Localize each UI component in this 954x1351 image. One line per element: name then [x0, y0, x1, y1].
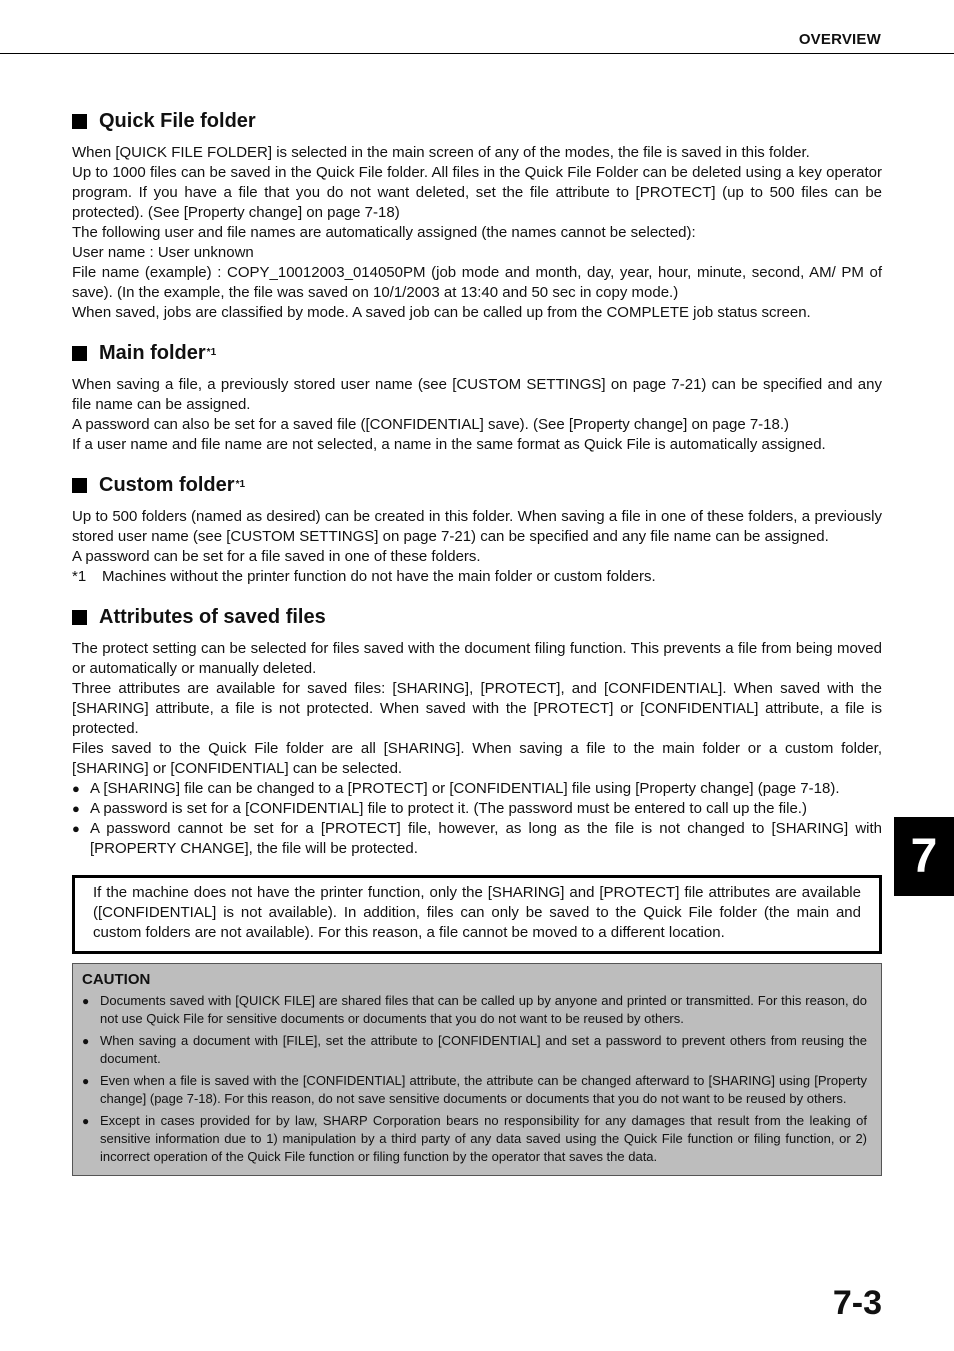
heading-square-icon: [72, 114, 87, 129]
section-title: Quick File folder: [99, 110, 256, 132]
caution-title: CAUTION: [82, 971, 151, 988]
bullet-icon: ●: [82, 1074, 90, 1088]
footnote: [72, 567, 882, 587]
section-attributes: [72, 604, 882, 859]
heading-square-icon: [72, 478, 87, 493]
bullet-icon: ●: [72, 801, 80, 816]
bullet-item: [72, 799, 882, 819]
bullet-item: [72, 819, 882, 859]
paragraph: A password can also be set for a saved file ([CONFIDENTIAL] save). (See [Property change] on page 7-18.): [72, 416, 790, 433]
section-title: Attributes of saved files: [99, 606, 326, 628]
caution-item: [82, 992, 867, 1028]
footnote-reference: *1: [235, 479, 246, 490]
paragraph: Up to 500 folders (named as desired) can be created in this folder. When saving a file in one of these folders, a previously stored user name (see [CUSTOM SETTINGS] on page 7-21) can be specified and any file name can be assigned.: [72, 508, 882, 545]
paragraph: User name : User unknown: [72, 244, 254, 261]
section-heading: [72, 108, 882, 134]
footnote-text: Machines without the printer function do not have the main folder or custom folders.: [102, 568, 656, 585]
section-heading: [72, 604, 882, 630]
page-number: 7-3: [832, 1284, 882, 1322]
heading-square-icon: [72, 346, 87, 361]
bullet-text: A [SHARING] file can be changed to a [PROTECT] or [CONFIDENTIAL] file using [Property change] (page 7-18).: [90, 780, 840, 797]
paragraph: If a user name and file name are not selected, a name in the same format as Quick File is automatically assigned.: [72, 436, 826, 453]
caution-item: [82, 1072, 867, 1108]
caution-text: Except in cases provided for by law, SHARP Corporation bears no responsibility for any damages that result from the leaking of sensitive information due to 1) manipulation by a third party of any data saved using the Quick File function or filing function, or 2) incorrect operation of the Quick File function or filing function by the operator that saves the data.: [100, 1113, 867, 1164]
header-divider: [0, 53, 954, 54]
bullet-text: A password is set for a [CONFIDENTIAL] file to protect it. (The password must be entered to call up the file.): [90, 800, 807, 817]
paragraph: Three attributes are available for saved files: [SHARING], [PROTECT], and [CONFIDENTIAL]. When saved with the [SHARING] attribute, a file is not protected. When saved with the [PROTECT] or [CONFIDENTIAL] attribute, a file is protected.: [72, 680, 882, 737]
bullet-icon: ●: [82, 1034, 90, 1048]
section-title: Main folder: [99, 342, 206, 364]
page-content: [72, 108, 882, 1176]
bullet-item: [72, 779, 882, 799]
bullet-text: A password cannot be set for a [PROTECT] file, however, as long as the file is not changed to [SHARING] with [PROPERTY CHANGE], the file will be protected.: [90, 820, 882, 857]
paragraph: When saving a file, a previously stored user name (see [CUSTOM SETTINGS] on page 7-21) can be specified and any file name can be assigned.: [72, 376, 882, 413]
paragraph: File name (example) : COPY_10012003_014050PM (job mode and month, day, year, hour, minute, second, AM/ PM of save). (In the example, the file was saved on 10/1/2003 at 13:40 and 50 sec in copy mode.): [72, 264, 882, 301]
paragraph: When saved, jobs are classified by mode. A saved job can be called up from the COMPLETE job status screen.: [72, 304, 811, 321]
section-title: Custom folder: [99, 474, 235, 496]
caution-text: Documents saved with [QUICK FILE] are shared files that can be called up by anyone and printed or transmitted. For this reason, do not use Quick File for sensitive documents or documents that you do not want to be reused by others.: [100, 993, 867, 1026]
paragraph: The following user and file names are automatically assigned (the names cannot be selected):: [72, 224, 696, 241]
bullet-icon: ●: [72, 821, 80, 836]
paragraph: Files saved to the Quick File folder are all [SHARING]. When saving a file to the main folder or a custom folder, [SHARING] or [CONFIDENTIAL] can be selected.: [72, 740, 882, 777]
caution-text: When saving a document with [FILE], set the attribute to [CONFIDENTIAL] and set a password to prevent others from reusing the document.: [100, 1033, 867, 1066]
paragraph: The protect setting can be selected for files saved with the document filing function. This prevents a file from being moved or automatically or manually deleted.: [72, 640, 882, 677]
paragraph: A password can be set for a file saved in one of these folders.: [72, 548, 481, 565]
bullet-icon: ●: [72, 781, 80, 796]
caution-box: [72, 963, 882, 1176]
chapter-tab: 7: [894, 817, 954, 896]
note-box: If the machine does not have the printer function, only the [SHARING] and [PROTECT] file attributes are available ([CONFIDENTIAL] is not available). In addition, files can only be saved to the Quick File folder (the main and custom folders are not available). For this reason, a file cannot be moved to a different location.: [72, 875, 882, 954]
section-custom-folder: [72, 472, 882, 587]
caution-item: [82, 1032, 867, 1068]
footnote-reference: *1: [206, 347, 217, 358]
caution-text: Even when a file is saved with the [CONFIDENTIAL] attribute, the attribute can be changed afterward to [SHARING] using [Property change] (page 7-18). For this reason, do not save sensitive documents or documents that you do not want to be reused by others.: [100, 1073, 867, 1106]
section-quick-file-folder: [72, 108, 882, 323]
heading-square-icon: [72, 610, 87, 625]
section-heading: [72, 472, 882, 498]
paragraph: When [QUICK FILE FOLDER] is selected in the main screen of any of the modes, the file is saved in this folder.: [72, 144, 810, 161]
bullet-icon: ●: [82, 994, 90, 1008]
paragraph: Up to 1000 files can be saved in the Quick File folder. All files in the Quick File Folder can be deleted using a key operator program. If you have a file that you do not want deleted, set the file attribute to [PROTECT] (up to 500 files can be protected). (See [Property change] on page 7-18): [72, 164, 882, 221]
running-header: OVERVIEW: [798, 31, 881, 48]
caution-item: [82, 1112, 867, 1166]
section-heading: [72, 340, 882, 366]
footnote-mark: *1: [72, 568, 87, 585]
bullet-icon: ●: [82, 1114, 90, 1128]
section-main-folder: [72, 340, 882, 455]
